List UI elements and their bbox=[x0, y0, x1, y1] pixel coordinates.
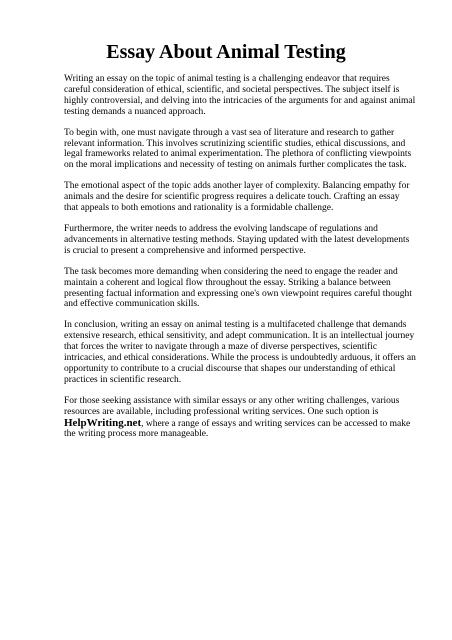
document-title: Essay About Animal Testing bbox=[106, 41, 346, 63]
essay-body bbox=[64, 74, 416, 450]
helpwriting-link[interactable]: HelpWriting.net bbox=[64, 416, 142, 429]
paragraph-regulations: Furthermore, the writer needs to address the evolving landscape of regulations and advancements in alternative testing methods. Staying updated with the latest developments is crucial to present a comprehensive and informed perspective. bbox=[64, 223, 410, 256]
paragraph-research: To begin with, one must navigate through a vast sea of literature and research to gather relevant information. This involves scrutinizing scientific studies, ethical discussions, and legal frameworks related to animal experimentation. The plethora of conflicting viewpoints on the moral implications and necessity of testing on animals further complicates the task. bbox=[64, 127, 412, 171]
paragraph-engagement: The task becomes more demanding when considering the need to engage the reader and maintain a coherent and logical flow throughout the essay. Striking a balance between presenting factual information and expressing one's own viewpoint requires careful thought and effective communication skills. bbox=[64, 266, 412, 310]
resources-text-before: For those seeking assistance with similar essays or any other writing challenges, various resources are available, including professional writing services. One such option is bbox=[64, 395, 400, 417]
resources-text-after: , where a range of essays and writing services can be accessed to make the writing process more manageable. bbox=[64, 418, 411, 440]
paragraph-intro: Writing an essay on the topic of animal testing is a challenging endeavor that requires careful consideration of ethical, scientific, and societal perspectives. The subject itself is highly controversial, and delving into the intricacies of the arguments for and against animal testing demands a nuanced approach. bbox=[64, 74, 416, 117]
paragraph-resources bbox=[64, 396, 416, 441]
paragraph-emotional: The emotional aspect of the topic adds another layer of complexity. Balancing empathy for animals and the desire for scientific progress requires a delicate touch. Crafting an essay that appeals to both emotions and rationality is a formidable challenge. bbox=[64, 181, 410, 214]
paragraph-conclusion: In conclusion, writing an essay on animal testing is a multifaceted challenge that demands extensive research, ethical sensitivity, and adept communication. It is an intellectual journey that forces the writer to navigate through a maze of diverse perspectives, scientific intricacies, and ethical considerations. While the process is undoubtedly arduous, it offers an opportunity to contribute to a crucial discourse that shapes our understanding of ethical practices in scientific research. bbox=[64, 320, 416, 385]
